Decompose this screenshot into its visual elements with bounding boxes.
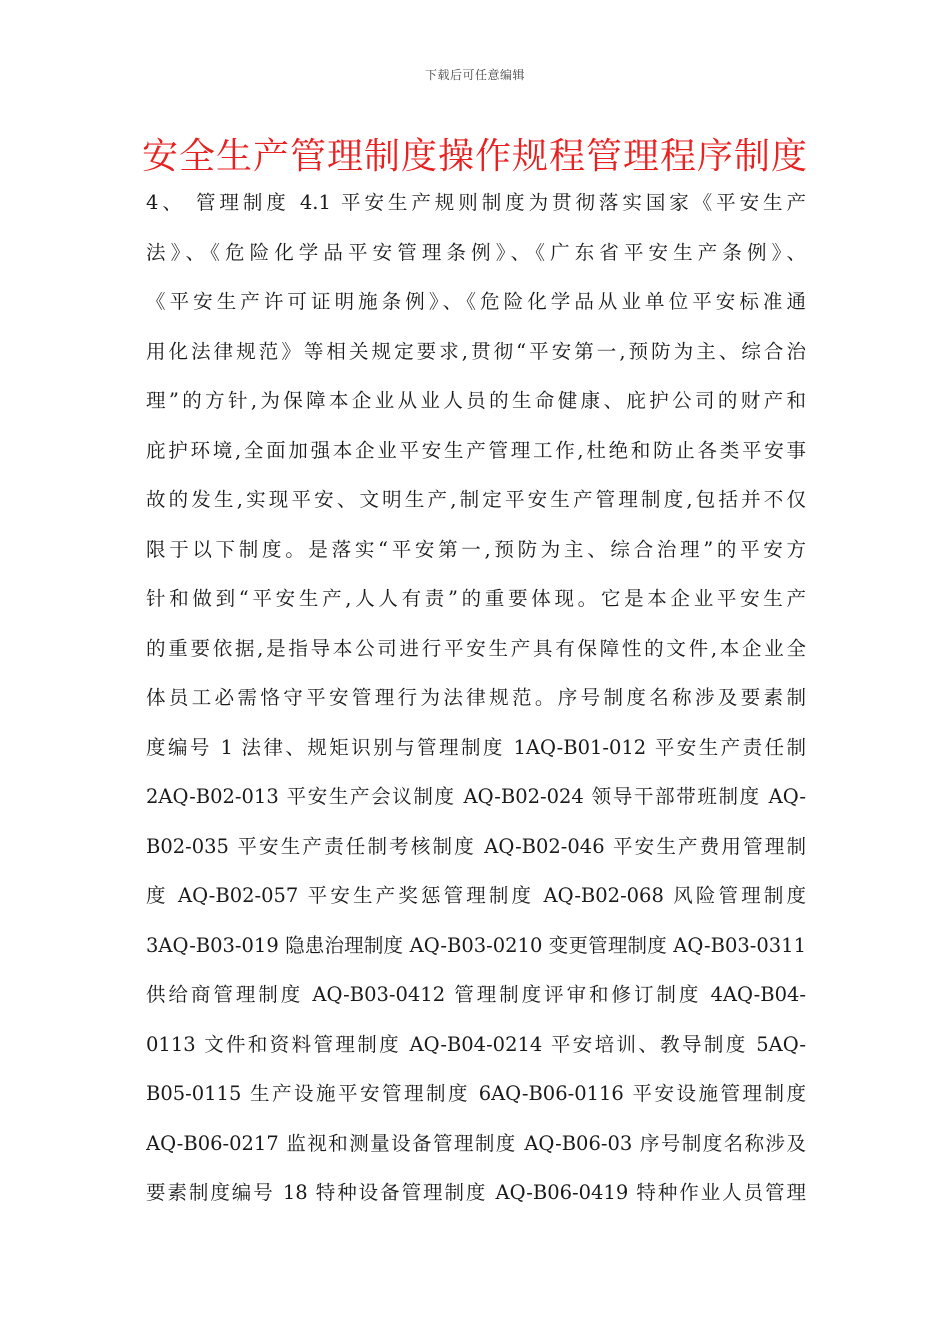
body-line: 《平安生产许可证明施条例》、《危险化学品从业单位平安标准通	[146, 290, 806, 313]
body-line: 针和做到“平安生产,人人有责”的重要体现。它是本企业平安生产	[146, 587, 806, 610]
body-line: 度编号 1 法律、规矩识别与管理制度 1AQ-B01-012 平安生产责任制	[146, 735, 806, 759]
body-line: 3AQ-B03-019 隐患治理制度 AQ-B03-0210 变更管理制度 AQ-B03-0311	[146, 933, 806, 957]
body-line: 故的发生,实现平安、文明生产,制定平安生产管理制度,包括并不仅	[146, 488, 806, 511]
body-line: B02-035 平安生产责任制考核制度 AQ-B02-046 平安生产费用管理制	[146, 834, 806, 858]
body-line: 理”的方针,为保障本企业从业人员的生命健康、庇护公司的财产和	[146, 389, 806, 412]
document-body	[146, 178, 806, 1218]
body-line: 0113 文件和资料管理制度 AQ-B04-0214 平安培训、教导制度 5AQ-	[146, 1032, 806, 1056]
body-line: 体员工必需恪守平安管理行为法律规范。序号制度名称涉及要素制	[146, 686, 806, 709]
body-line: 要素制度编号 18 特种设备管理制度 AQ-B06-0419 特种作业人员管理	[146, 1181, 806, 1204]
body-line: 2AQ-B02-013 平安生产会议制度 AQ-B02-024 领导干部带班制度 AQ-	[146, 785, 806, 808]
body-line: 供给商管理制度 AQ-B03-0412 管理制度评审和修订制度 4AQ-B04-	[146, 983, 806, 1006]
body-line: AQ-B06-0217 监视和测量设备管理制度 AQ-B06-03 序号制度名称涉及	[146, 1131, 806, 1155]
body-line: 法》、《危险化学品平安管理条例》、《广东省平安生产条例》、	[146, 240, 806, 264]
document-title: 安全生产管理制度操作规程管理程序制度	[141, 136, 808, 177]
body-line: B05-0115 生产设施平安管理制度 6AQ-B06-0116 平安设施管理制度	[146, 1082, 806, 1105]
body-line: 限于以下制度。是落实“平安第一,预防为主、综合治理”的平安方	[146, 537, 806, 561]
header-note: 下载后可任意编辑	[424, 68, 525, 82]
body-line: 的重要依据,是指导本公司进行平安生产具有保障性的文件,本企业全	[146, 636, 806, 660]
body-line: 4、 管理制度 4.1 平安生产规则制度为贯彻落实国家《平安生产	[146, 191, 806, 214]
body-line: 用化法律规范》等相关规定要求,贯彻“平安第一,预防为主、综合治	[146, 339, 806, 363]
body-line: 庇护环境,全面加强本企业平安生产管理工作,杜绝和防止各类平安事	[146, 438, 806, 462]
body-line: 度 AQ-B02-057 平安生产奖惩管理制度 AQ-B02-068 风险管理制度	[146, 884, 806, 907]
